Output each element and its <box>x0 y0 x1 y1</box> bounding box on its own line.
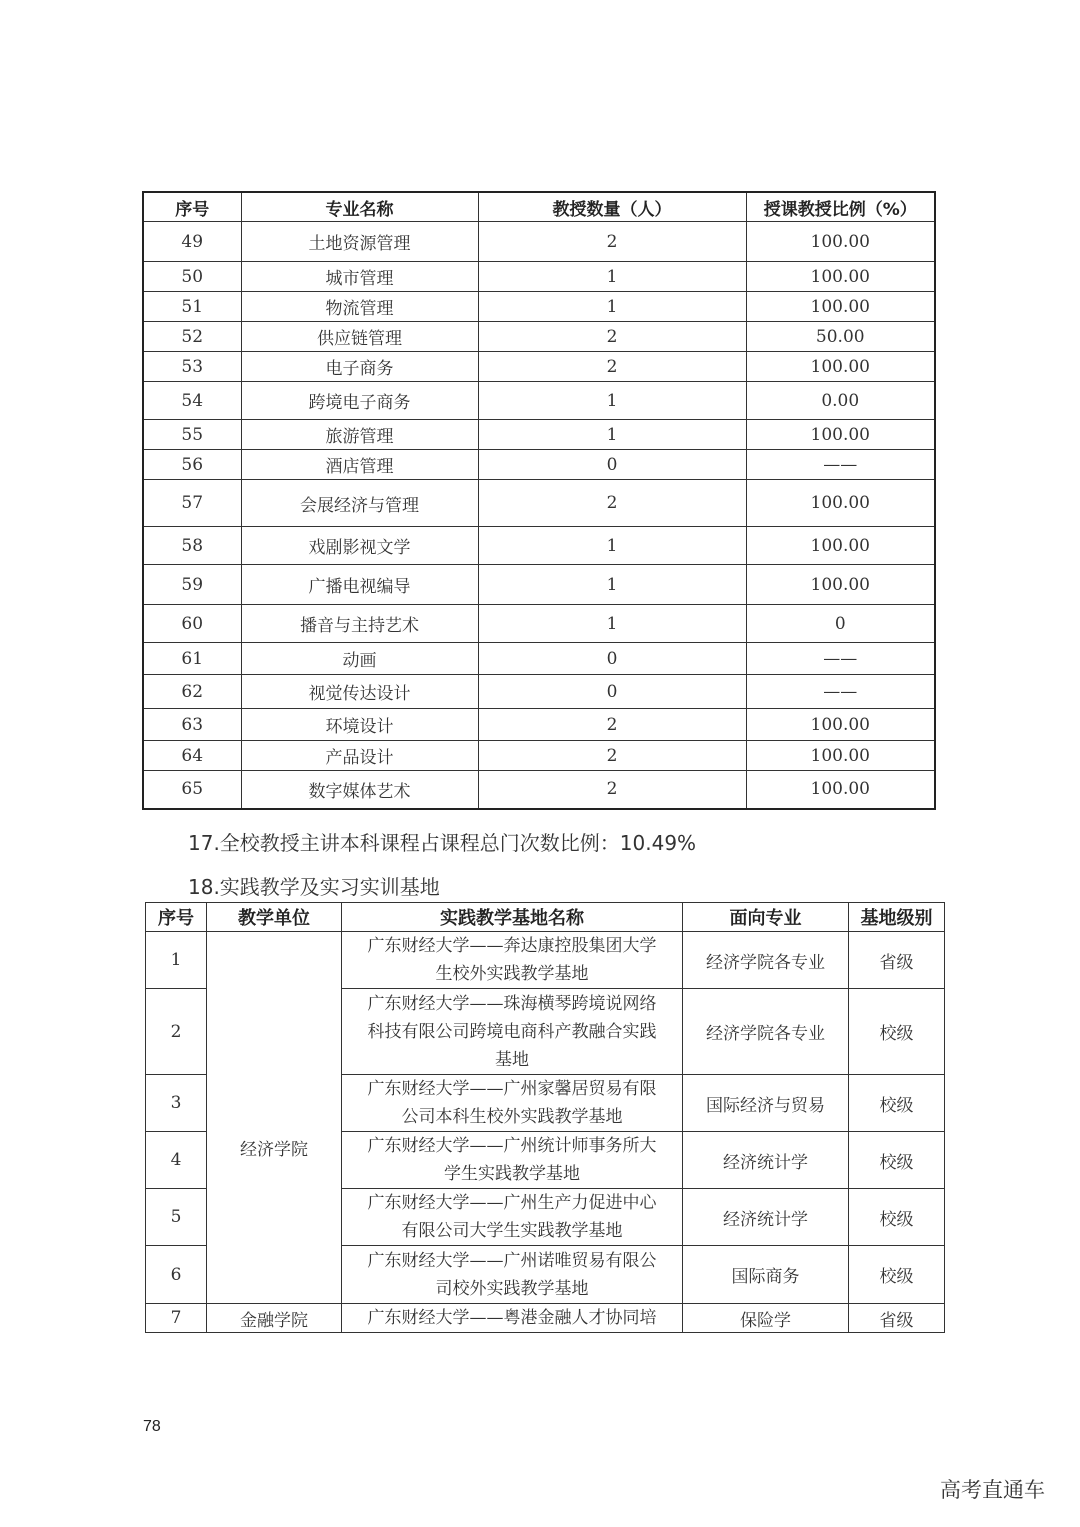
table-row <box>143 450 935 480</box>
level-cell: 校级 <box>849 1246 945 1304</box>
base-name-line: 广东财经大学——广州生产力促进中心 <box>367 1193 657 1213</box>
base-name-cell <box>342 989 683 1075</box>
index-cell: 6 <box>146 1246 207 1304</box>
ratio-cell: —— <box>746 675 935 709</box>
table-row <box>143 741 935 771</box>
major-cell: 国际商务 <box>683 1246 849 1304</box>
count-cell: 1 <box>478 605 746 643</box>
base-name-line: 广东财经大学——广州统计师事务所大 <box>367 1136 657 1156</box>
table-row <box>143 527 935 565</box>
ratio-cell: —— <box>746 643 935 675</box>
major-cell: 供应链管理 <box>241 322 478 352</box>
level-cell: 校级 <box>849 1132 945 1189</box>
count-cell: 2 <box>478 771 746 809</box>
unit-cell: 经济学院 <box>207 932 342 1304</box>
major-cell: 经济统计学 <box>683 1189 849 1246</box>
professor-ratio-table <box>142 191 936 810</box>
table-row <box>143 222 935 262</box>
index-cell: 5 <box>146 1189 207 1246</box>
table-row <box>143 292 935 322</box>
level-cell: 校级 <box>849 1189 945 1246</box>
index-cell: 50 <box>143 262 241 292</box>
major-cell: 保险学 <box>683 1304 849 1333</box>
major-cell: 物流管理 <box>241 292 478 322</box>
header-major: 专业名称 <box>241 192 478 222</box>
ratio-cell: 100.00 <box>746 420 935 450</box>
level-cell: 省级 <box>849 932 945 989</box>
count-cell: 2 <box>478 352 746 382</box>
major-cell: 经济学院各专业 <box>683 989 849 1075</box>
major-cell: 动画 <box>241 643 478 675</box>
major-cell: 电子商务 <box>241 352 478 382</box>
index-cell: 63 <box>143 709 241 741</box>
table-row <box>143 382 935 420</box>
major-cell: 产品设计 <box>241 741 478 771</box>
count-cell: 0 <box>478 643 746 675</box>
index-cell: 65 <box>143 771 241 809</box>
table-row <box>143 565 935 605</box>
practice-base-table <box>145 902 945 1333</box>
count-cell: 0 <box>478 675 746 709</box>
index-cell: 52 <box>143 322 241 352</box>
ratio-cell: 100.00 <box>746 292 935 322</box>
base-name-line: 广东财经大学——珠海横琴跨境说网络 <box>367 993 657 1014</box>
watermark: 高考直通车 <box>940 1478 1045 1502</box>
count-cell: 2 <box>478 322 746 352</box>
level-cell: 校级 <box>849 1075 945 1132</box>
ratio-cell: 100.00 <box>746 741 935 771</box>
index-cell: 54 <box>143 382 241 420</box>
index-cell: 55 <box>143 420 241 450</box>
major-cell: 播音与主持艺术 <box>241 605 478 643</box>
index-cell: 51 <box>143 292 241 322</box>
header-index: 序号 <box>146 903 207 932</box>
table-row <box>143 643 935 675</box>
table-row <box>143 352 935 382</box>
index-cell: 4 <box>146 1132 207 1189</box>
header-unit: 教学单位 <box>207 903 342 932</box>
index-cell: 3 <box>146 1075 207 1132</box>
base-name-line: 公司本科生校外实践教学基地 <box>401 1107 623 1127</box>
table-row <box>143 420 935 450</box>
section-18-heading: 18.实践教学及实习实训基地 <box>188 875 440 899</box>
major-cell: 数字媒体艺术 <box>241 771 478 809</box>
major-cell: 戏剧影视文学 <box>241 527 478 565</box>
count-cell: 2 <box>478 741 746 771</box>
table-row <box>143 675 935 709</box>
index-cell: 59 <box>143 565 241 605</box>
index-cell: 60 <box>143 605 241 643</box>
index-cell: 1 <box>146 932 207 989</box>
index-cell: 2 <box>146 989 207 1075</box>
unit-cell: 金融学院 <box>207 1304 342 1333</box>
index-cell: 56 <box>143 450 241 480</box>
table-header-row <box>146 903 945 932</box>
table-row <box>143 480 935 527</box>
table-row <box>143 322 935 352</box>
index-cell: 62 <box>143 675 241 709</box>
table-header-row <box>143 192 935 222</box>
ratio-cell: 100.00 <box>746 565 935 605</box>
header-professor-count: 教授数量（人） <box>478 192 746 222</box>
ratio-cell: 100.00 <box>746 527 935 565</box>
count-cell: 1 <box>478 527 746 565</box>
index-cell: 61 <box>143 643 241 675</box>
header-teaching-ratio: 授课教授比例（%） <box>746 192 935 222</box>
table-row <box>146 1304 945 1333</box>
ratio-cell: 100.00 <box>746 262 935 292</box>
base-name-cell <box>342 1075 683 1132</box>
base-name-line: 广东财经大学——广州家馨居贸易有限 <box>367 1079 657 1099</box>
page-number: 78 <box>143 1418 161 1435</box>
base-name-line: 司校外实践教学基地 <box>435 1278 589 1299</box>
base-name-line: 广东财经大学——奔达康控股集团大学 <box>367 936 657 956</box>
major-cell: 经济学院各专业 <box>683 932 849 989</box>
base-name-line: 科技有限公司跨境电商科产教融合实践 <box>367 1021 657 1042</box>
header-level: 基地级别 <box>849 903 945 932</box>
count-cell: 0 <box>478 450 746 480</box>
count-cell: 2 <box>478 480 746 527</box>
base-name-line: 广东财经大学——广州诺唯贸易有限公 <box>367 1250 657 1271</box>
index-cell: 53 <box>143 352 241 382</box>
ratio-cell: 100.00 <box>746 771 935 809</box>
count-cell: 1 <box>478 565 746 605</box>
level-cell: 省级 <box>849 1304 945 1333</box>
header-major: 面向专业 <box>683 903 849 932</box>
count-cell: 2 <box>478 222 746 262</box>
ratio-cell: 50.00 <box>746 322 935 352</box>
major-cell: 经济统计学 <box>683 1132 849 1189</box>
ratio-cell: 100.00 <box>746 352 935 382</box>
count-cell: 1 <box>478 292 746 322</box>
count-cell: 1 <box>478 382 746 420</box>
major-cell: 旅游管理 <box>241 420 478 450</box>
ratio-cell: 0 <box>746 605 935 643</box>
count-cell: 2 <box>478 709 746 741</box>
ratio-cell: 100.00 <box>746 480 935 527</box>
index-cell: 49 <box>143 222 241 262</box>
major-cell: 国际经济与贸易 <box>683 1075 849 1132</box>
header-base-name: 实践教学基地名称 <box>342 903 683 932</box>
major-cell: 土地资源管理 <box>241 222 478 262</box>
ratio-cell: 100.00 <box>746 709 935 741</box>
major-cell: 会展经济与管理 <box>241 480 478 527</box>
base-name-line: 生校外实践教学基地 <box>435 964 589 984</box>
base-name-line: 有限公司大学生实践教学基地 <box>401 1221 623 1241</box>
count-cell: 1 <box>478 262 746 292</box>
count-cell: 1 <box>478 420 746 450</box>
base-name-cell <box>342 1132 683 1189</box>
index-cell: 64 <box>143 741 241 771</box>
index-cell: 58 <box>143 527 241 565</box>
major-cell: 视觉传达设计 <box>241 675 478 709</box>
major-cell: 酒店管理 <box>241 450 478 480</box>
ratio-cell: —— <box>746 450 935 480</box>
table-row <box>143 262 935 292</box>
major-cell: 跨境电子商务 <box>241 382 478 420</box>
table-row <box>146 932 945 989</box>
major-cell: 环境设计 <box>241 709 478 741</box>
base-name-cell <box>342 932 683 989</box>
section-17-text: 17.全校教授主讲本科课程占课程总门次数比例：10.49% <box>188 831 697 855</box>
index-cell: 7 <box>146 1304 207 1333</box>
base-name-cell <box>342 1246 683 1304</box>
base-name-cell <box>342 1304 683 1333</box>
level-cell: 校级 <box>849 989 945 1075</box>
major-cell: 广播电视编导 <box>241 565 478 605</box>
table-row <box>143 709 935 741</box>
ratio-cell: 100.00 <box>746 222 935 262</box>
ratio-cell: 0.00 <box>746 382 935 420</box>
base-name-line: 学生实践教学基地 <box>444 1164 580 1184</box>
table-row <box>143 771 935 809</box>
base-name-cell <box>342 1189 683 1246</box>
major-cell: 城市管理 <box>241 262 478 292</box>
header-index: 序号 <box>143 192 241 222</box>
base-name-line: 基地 <box>495 1049 529 1070</box>
table-row <box>143 605 935 643</box>
base-name-line: 广东财经大学——粤港金融人才协同培 <box>367 1308 657 1328</box>
index-cell: 57 <box>143 480 241 527</box>
